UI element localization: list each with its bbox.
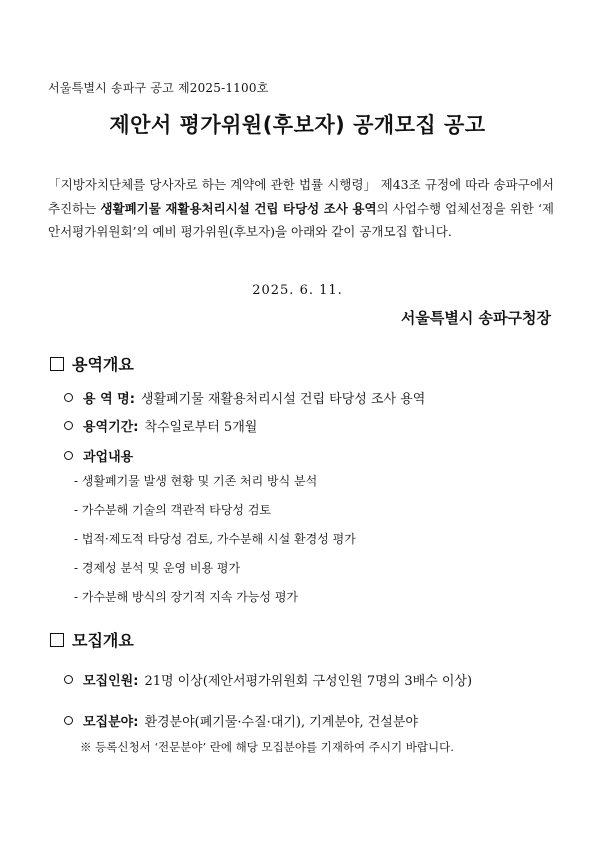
- issuer: 서울특별시 송파구청장: [400, 309, 551, 327]
- item-label: 모집인원:: [83, 674, 139, 689]
- intro-text: 「지방자치단체를 당사자로 하는 계약에 관한 법률 시행령」 제43조 규정에 따라 송파구에서 추진하는: [48, 177, 554, 216]
- item-value: 착수일로부터 5개월: [144, 420, 258, 435]
- circle-bullet-icon: [64, 421, 73, 430]
- task-item: - 생활폐기물 발생 현황 및 기존 처리 방식 분석: [74, 474, 318, 488]
- recruit-item-fields: [64, 711, 418, 730]
- intro-project-name: 생활폐기물 재활용처리시설 건립 타당성 조사 용역: [100, 200, 377, 216]
- square-bullet-icon: [50, 357, 64, 371]
- circle-bullet-icon: [64, 716, 73, 725]
- intro-text-end: 의 사업수행 업체선정을 위한 ‘제안서평가위원회’의 예비 평가위원(후보자)을 아래와 같이 공개모집 합니다.: [48, 200, 555, 239]
- square-bullet-icon: [50, 633, 64, 647]
- notice-number: 서울특별시 송파구 공고 제2025-1100호: [48, 81, 269, 95]
- item-value: 생활폐기물 재활용처리시설 건립 타당성 조사 용역: [140, 392, 426, 407]
- service-item-tasks: [64, 446, 139, 465]
- recruit-item-count: [64, 670, 472, 689]
- section-heading-label: 용역개요: [72, 355, 134, 374]
- service-item-name: [64, 388, 425, 407]
- notice-date: 2025. 6. 11.: [252, 283, 343, 298]
- circle-bullet-icon: [64, 393, 73, 402]
- task-item: - 법적·제도적 타당성 검토, 가수분해 시설 환경성 평가: [74, 532, 356, 546]
- circle-bullet-icon: [64, 451, 73, 460]
- document-title: 제안서 평가위원(후보자) 공개모집 공고: [109, 113, 486, 137]
- item-value: 환경분야(폐기물·수질·대기), 기계분야, 건설분야: [144, 715, 418, 730]
- task-item: - 가수분해 방식의 장기적 지속 가능성 평가: [74, 590, 299, 604]
- section-heading-label: 모집개요: [72, 631, 134, 650]
- section-heading-recruit: [50, 628, 134, 651]
- circle-bullet-icon: [64, 675, 73, 684]
- item-label: 용역기간:: [83, 420, 139, 435]
- service-item-period: [64, 416, 257, 435]
- task-item: - 경제성 분석 및 운영 비용 평가: [74, 561, 241, 575]
- section-heading-service: [50, 352, 134, 375]
- item-value: 21명 이상(제안서평가위원회 구성인원 7명의 3배수 이상): [144, 674, 473, 689]
- item-label: 과업내용: [83, 450, 134, 465]
- task-item: - 가수분해 기술의 객관적 타당성 검토: [74, 503, 272, 517]
- intro-paragraph: [48, 173, 554, 244]
- recruit-note: ※ 등록신청서 ‘전문분야’ 란에 해당 모집분야를 기재하여 주시기 바랍니다.: [80, 740, 454, 754]
- item-label: 용 역 명:: [83, 392, 135, 407]
- item-label: 모집분야:: [83, 715, 139, 730]
